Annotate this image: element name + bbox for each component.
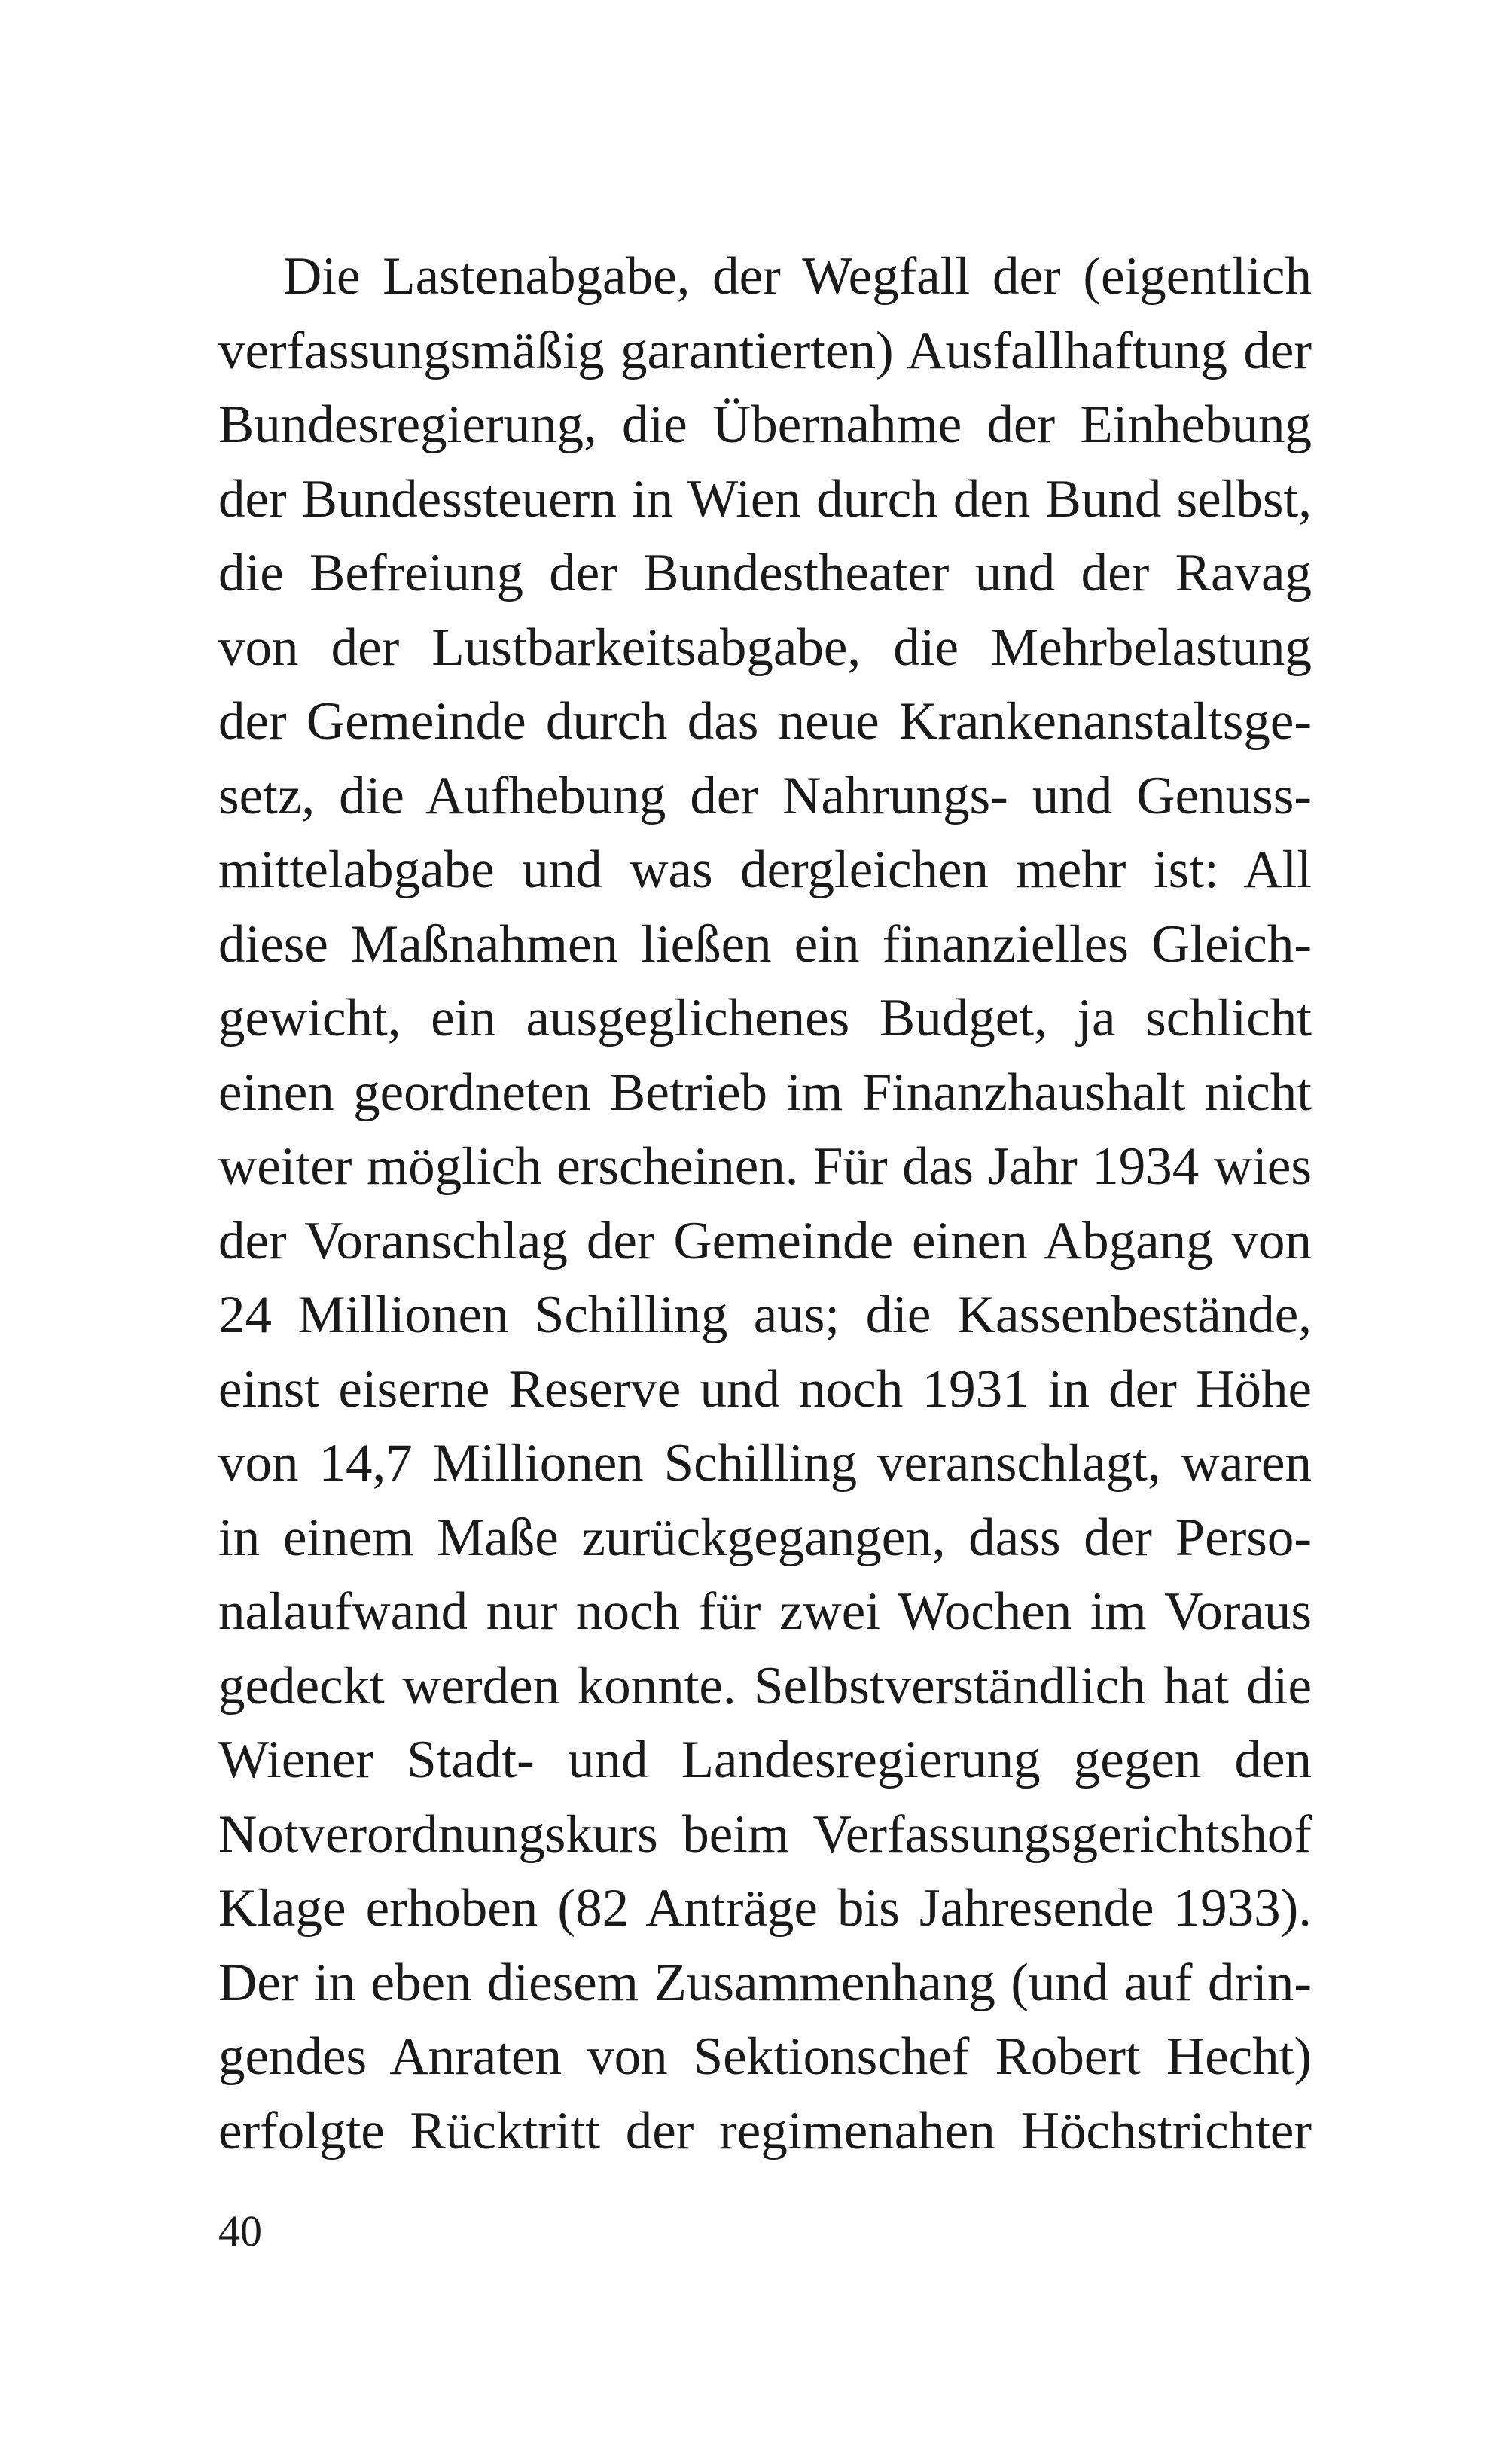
text-line: erfolgte Rücktritt der regimenahen Höchstrichter <box>218 2101 1312 2161</box>
text-line: 24 Millionen Schilling aus; die Kassenbestände, <box>218 1285 1312 1344</box>
text-line: nalaufwand nur noch für zwei Wochen im Voraus <box>218 1582 1312 1641</box>
text-line: die Befreiung der Bundestheater und der Ravag <box>218 544 1312 602</box>
text-line: einen geordneten Betrieb im Finanzhaushalt nicht <box>218 1063 1312 1122</box>
text-line: gendes Anraten von Sektionschef Robert Hecht) <box>218 2027 1312 2086</box>
text-line: gedeckt werden konnte. Selbstverständlich hat die <box>218 1656 1312 1715</box>
text-line: weiter möglich erscheinen. Für das Jahr 1934 wies <box>218 1137 1312 1196</box>
text-line: diese Maßnahmen ließen ein finanzielles Gleich- <box>218 914 1312 974</box>
text-line: Klage erhoben (82 Anträge bis Jahresende 1933). <box>218 1879 1312 1938</box>
text-line: Notverordnungskurs beim Verfassungsgerichtshof <box>218 1804 1312 1864</box>
page-number: 40 <box>218 2206 262 2255</box>
text-line: setz, die Aufhebung der Nahrungs- und Genuss- <box>218 766 1312 825</box>
text-line: mittelabgabe und was dergleichen mehr ist: All <box>218 840 1312 899</box>
body-text <box>218 239 1312 2168</box>
text-line: von der Lustbarkeitsabgabe, die Mehrbelastung <box>218 618 1312 677</box>
text-line: Bundesregierung, die Übernahme der Einhebung <box>218 395 1312 454</box>
text-line: gewicht, ein ausgeglichenes Budget, ja schlicht <box>218 989 1312 1048</box>
text-line: verfassungsmäßig garantierten) Ausfallhaftung der <box>218 321 1312 380</box>
text-line: Wiener Stadt- und Landesregierung gegen den <box>218 1731 1312 1789</box>
text-line: der Gemeinde durch das neue Krankenanstaltsge- <box>218 692 1312 751</box>
text-line: Der in eben diesem Zusammenhang (und auf drin- <box>218 1953 1312 2012</box>
text-line: in einem Maße zurückgegangen, dass der Perso- <box>218 1508 1312 1567</box>
text-line: Die Lastenabgabe, der Wegfall der (eigentlich <box>283 247 1312 306</box>
text-line: der Voranschlag der Gemeinde einen Abgang von <box>218 1211 1312 1270</box>
text-line: der Bundessteuern in Wien durch den Bund selbst, <box>218 469 1312 529</box>
text-line: einst eiserne Reserve und noch 1931 in der Höhe <box>218 1359 1312 1419</box>
text-line: von 14,7 Millionen Schilling veranschlagt, waren <box>218 1434 1312 1493</box>
